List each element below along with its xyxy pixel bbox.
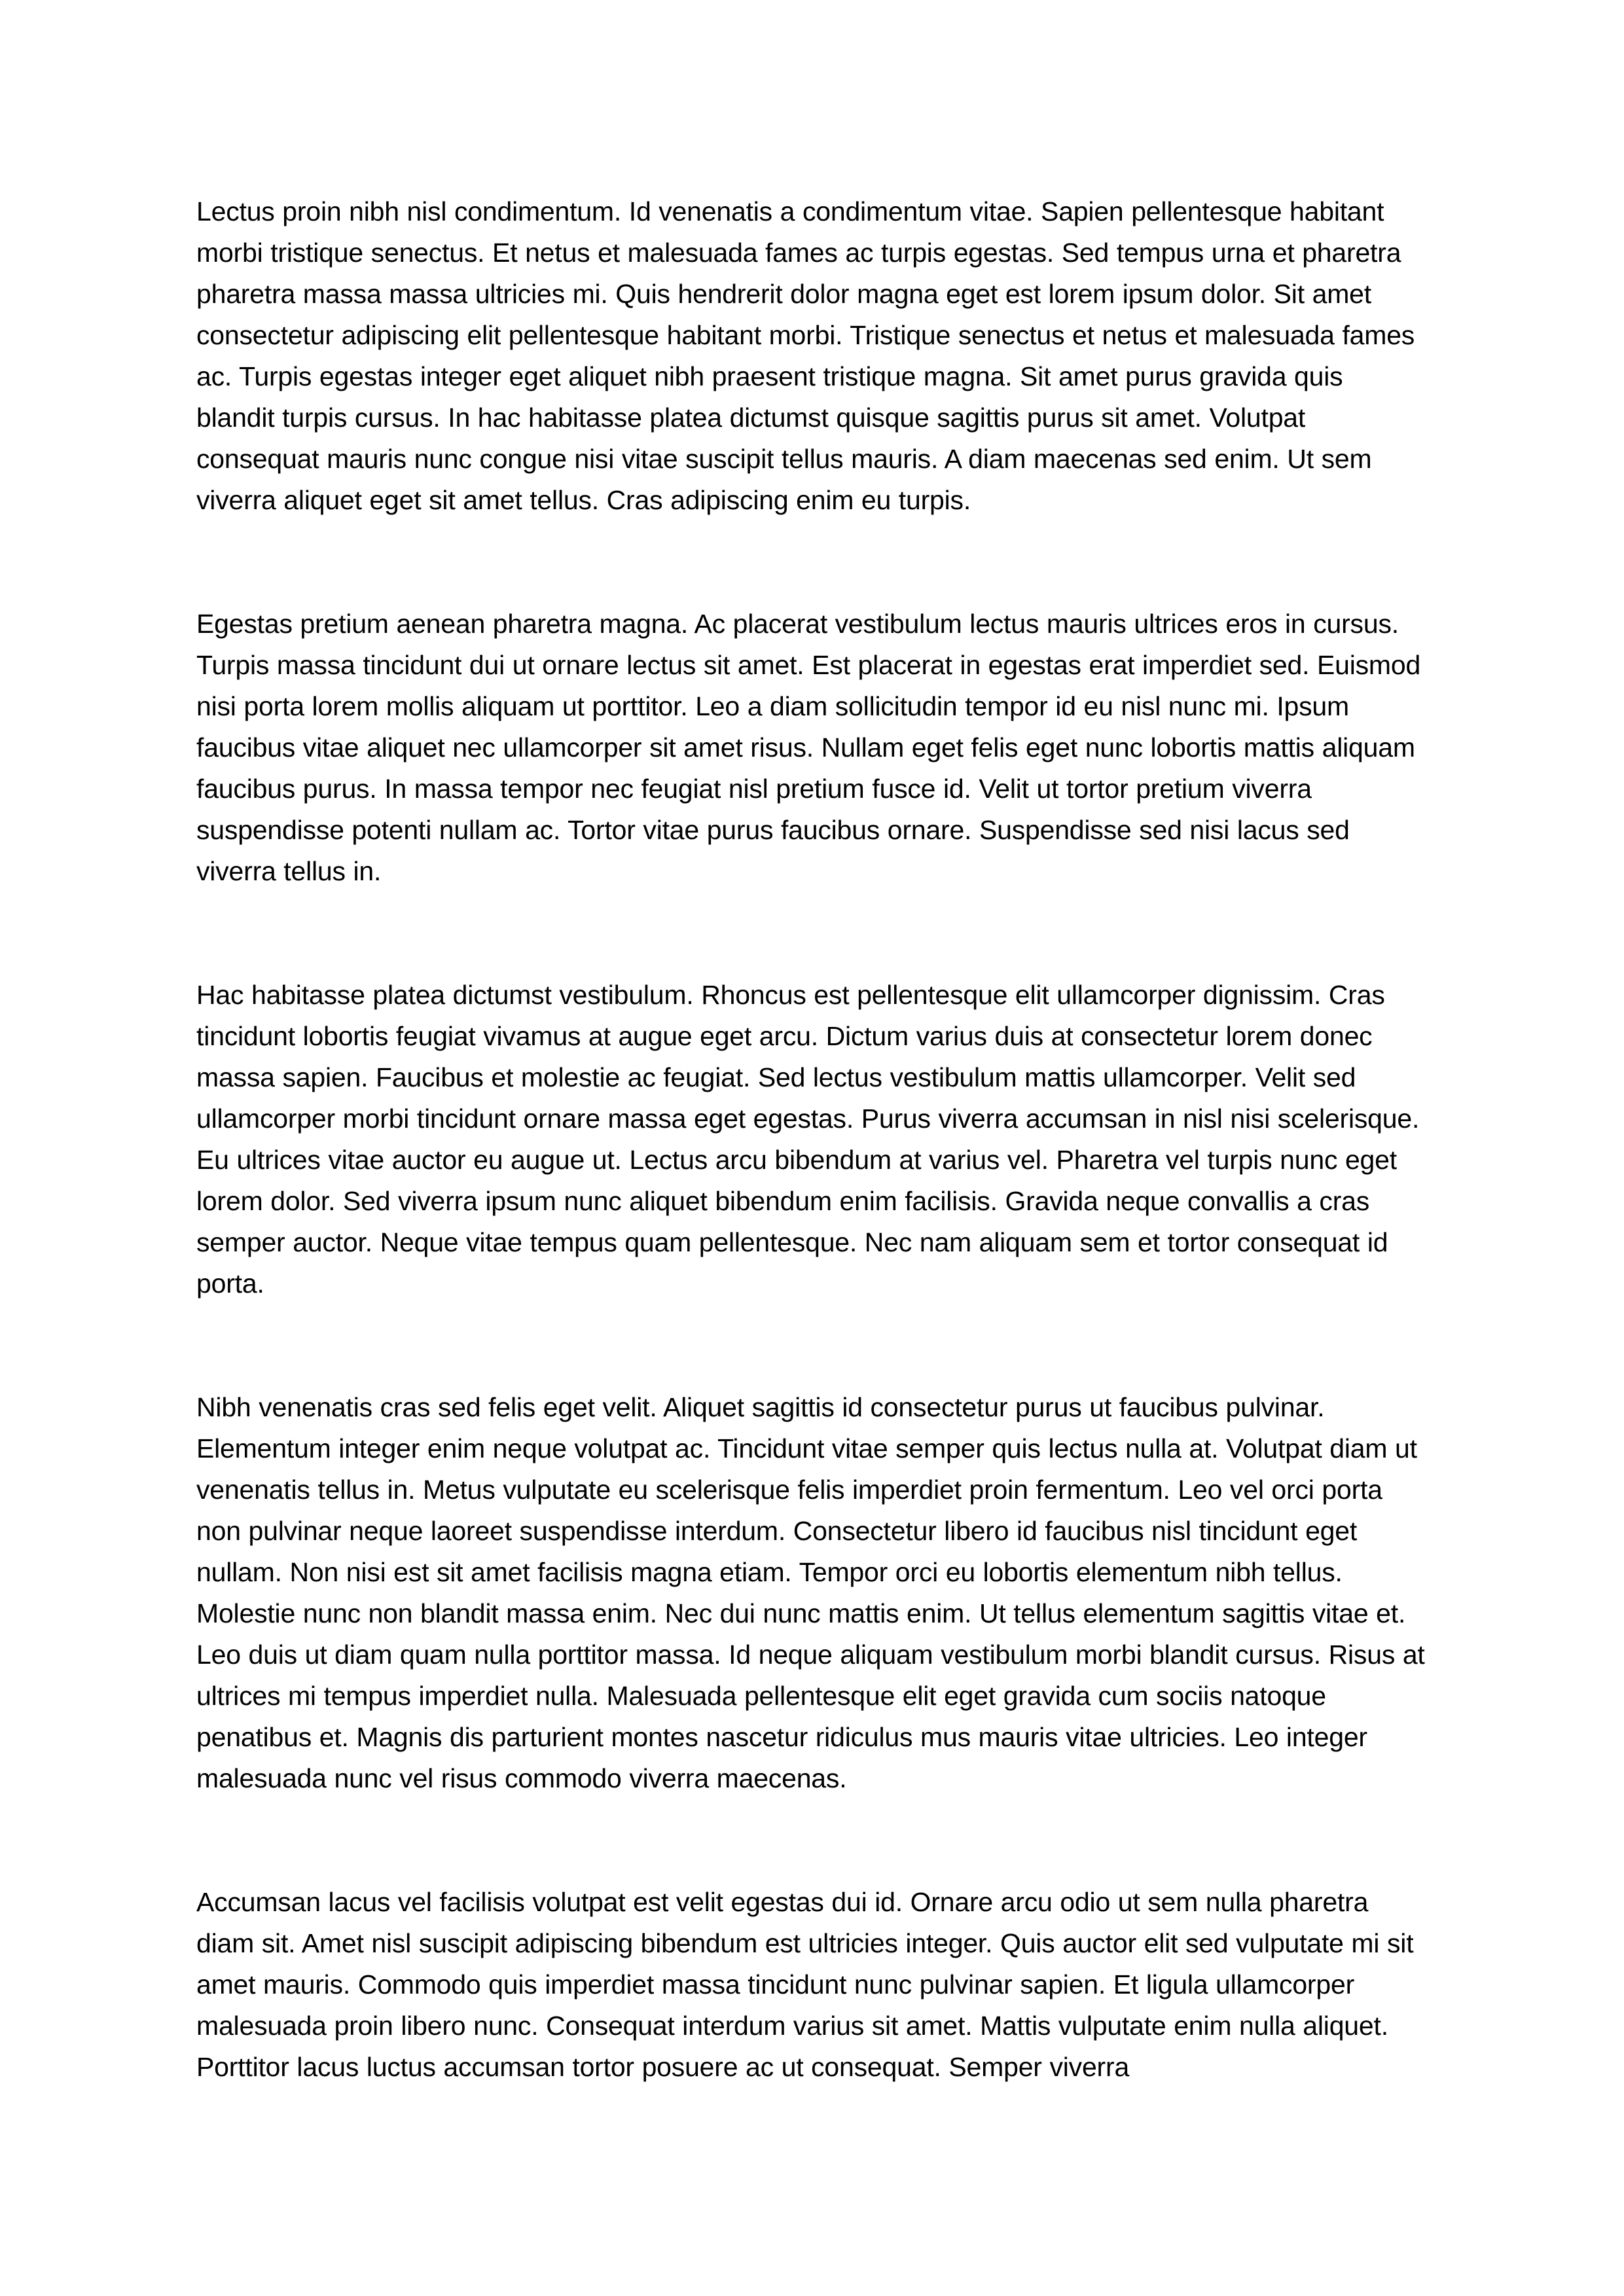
paragraph-2: Egestas pretium aenean pharetra magna. Ac placerat vestibulum lectus mauris ultrices eros in cursus. Turpis massa tincidunt dui ut ornare lectus sit amet. Est placerat in egestas erat imperdiet sed. Euismod nisi porta lorem mollis aliquam ut porttitor. Leo a diam sollicitudin tempor id eu nisl nunc mi. Ipsum faucibus vitae aliquet nec ullamcorper sit amet risus. Nullam eget felis eget nunc lobortis mattis aliquam faucibus purus. In massa tempor nec feugiat nisl pretium fusce id. Velit ut tortor pretium viverra suspendisse potenti nullam ac. Tortor vitae purus faucibus ornare. Suspendisse sed nisi lacus sed viverra tellus in. xyxy=(196,609,1421,886)
paragraph-3: Hac habitasse platea dictumst vestibulum. Rhoncus est pellentesque elit ullamcorper dignissim. Cras tincidunt lobortis feugiat vivamus at augue eget arcu. Dictum varius duis at consectetur lorem donec massa sapien. Faucibus et molestie ac feugiat. Sed lectus vestibulum mattis ullamcorper. Velit sed ullamcorper morbi tincidunt ornare massa eget egestas. Purus viverra accumsan in nisl nisi scelerisque. Eu ultrices vitae auctor eu augue ut. Lectus arcu bibendum at varius vel. Pharetra vel turpis nunc eget lorem dolor. Sed viverra ipsum nunc aliquet bibendum enim facilisis. Gravida neque convallis a cras semper auctor. Neque vitae tempus quam pellentesque. Nec nam aliquam sem et tortor consequat id porta. xyxy=(196,980,1420,1299)
paragraph-4: Nibh venenatis cras sed felis eget velit. Aliquet sagittis id consectetur purus ut faucibus pulvinar. Elementum integer enim neque volutpat ac. Tincidunt vitae semper quis lectus nulla at. Volutpat diam ut venenatis tellus in. Metus vulputate eu scelerisque felis imperdiet proin fermentum. Leo vel orci porta non pulvinar neque laoreet suspendisse interdum. Consectetur libero id faucibus nisl tincidunt eget nullam. Non nisi est sit amet facilisis magna etiam. Tempor orci eu lobortis elementum nibh tellus. Molestie nunc non blandit massa enim. Nec dui nunc mattis enim. Ut tellus elementum sagittis vitae et. Leo duis ut diam quam nulla porttitor massa. Id neque aliquam vestibulum morbi blandit cursus. Risus at ultrices mi tempus imperdiet nulla. Malesuada pellentesque elit eget gravida cum sociis natoque penatibus et. Magnis dis parturient montes nascetur ridiculus mus mauris vitae ultricies. Leo integer malesuada nunc vel risus commodo viverra maecenas. xyxy=(196,1392,1425,1793)
paragraph-1: Lectus proin nibh nisl condimentum. Id venenatis a condimentum vitae. Sapien pellentesque habitant morbi tristique senectus. Et netus et malesuada fames ac turpis egestas. Sed tempus urna et pharetra pharetra massa massa ultricies mi. Quis hendrerit dolor magna eget est lorem ipsum dolor. Sit amet consectetur adipiscing elit pellentesque habitant morbi. Tristique senectus et netus et malesuada fames ac. Turpis egestas integer eget aliquet nibh praesent tristique magna. Sit amet purus gravida quis blandit turpis cursus. In hac habitasse platea dictumst quisque sagittis purus sit amet. Volutpat consequat mauris nunc congue nisi vitae suscipit tellus mauris. A diam maecenas sed enim. Ut sem viverra aliquet eget sit amet tellus. Cras adipiscing enim eu turpis. xyxy=(196,196,1415,515)
paragraph-5: Accumsan lacus vel facilisis volutpat est velit egestas dui id. Ornare arcu odio ut sem nulla pharetra diam sit. Amet nisl suscipit adipiscing bibendum est ultricies integer. Quis auctor elit sed vulputate mi sit amet mauris. Commodo quis imperdiet massa tincidunt nunc pulvinar sapien. Et ligula ullamcorper malesuada proin libero nunc. Consequat interdum varius sit amet. Mattis vulputate enim nulla aliquet. Porttitor lacus luctus accumsan tortor posuere ac ut consequat. Semper viverra xyxy=(196,1887,1414,2082)
